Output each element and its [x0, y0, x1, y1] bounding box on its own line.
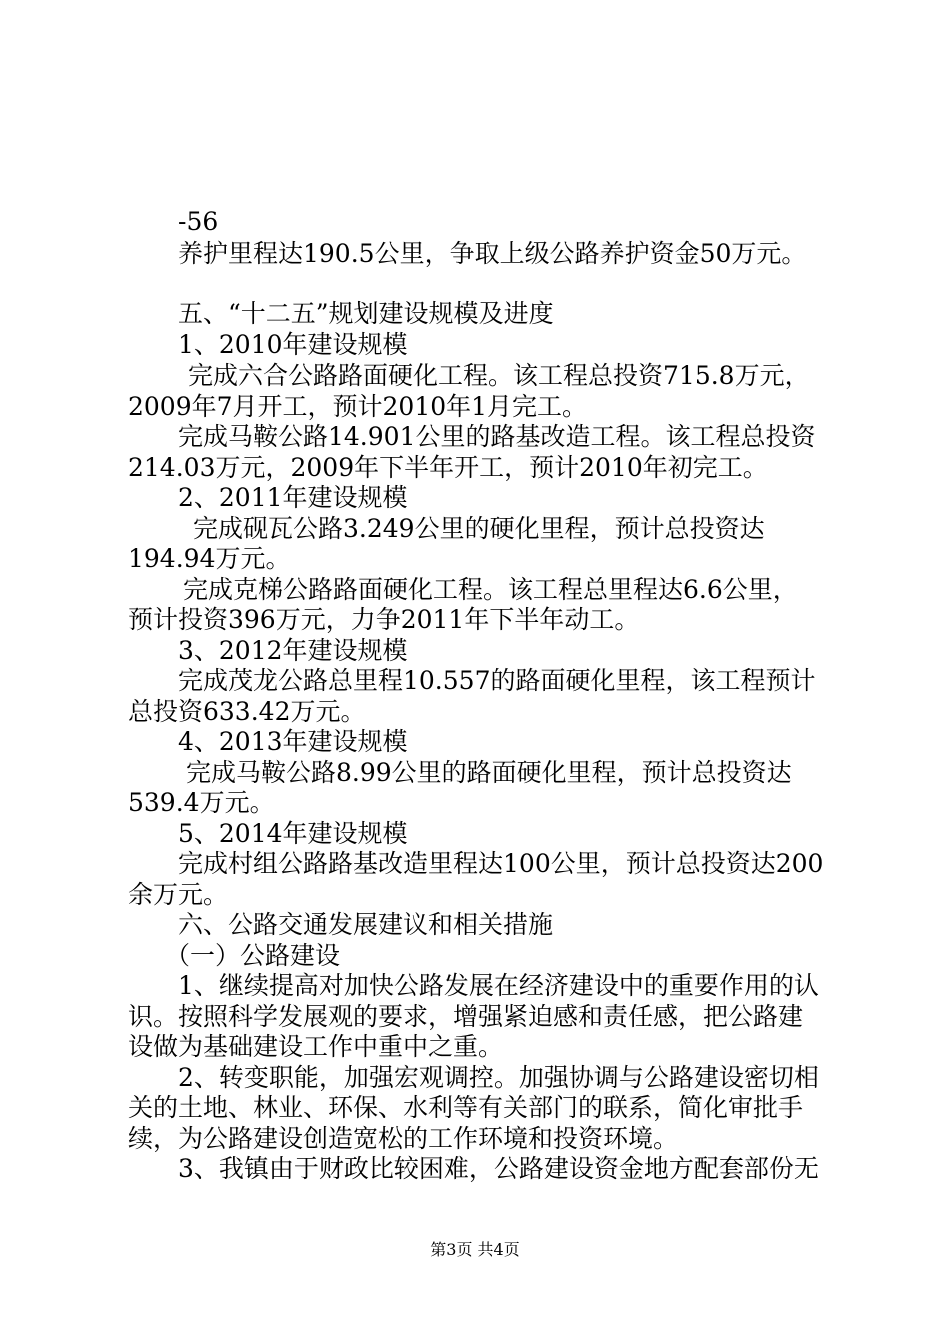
- subsection-heading: 5、2014年建设规模: [178, 819, 408, 848]
- text-line: 完成砚瓦公路3.249公里的硬化里程，预计总投资达: [193, 514, 765, 543]
- text-line: 关的土地、林业、环保、水利等有关部门的联系，简化审批手: [128, 1093, 804, 1122]
- text-line: 续，为公路建设创造宽松的工作环境和投资环境。: [128, 1124, 679, 1153]
- text-line: 214.03万元，2009年下半年开工，预计2010年初完工。: [128, 453, 768, 482]
- subsection-heading: 2、2011年建设规模: [178, 483, 408, 512]
- subsection-heading: 3、2012年建设规模: [178, 636, 408, 665]
- text-line: 539.4万元。: [128, 788, 275, 817]
- text-line: 识。按照科学发展观的要求，增强紧迫感和责任感，把公路建: [128, 1002, 804, 1031]
- text-line: 完成克梯公路路面硬化工程。该工程总里程达6.6公里，: [183, 575, 798, 604]
- text-line: -56: [178, 207, 219, 236]
- text-line: 余万元。: [128, 880, 229, 909]
- text-line: 设做为基础建设工作中重中之重。: [128, 1032, 504, 1061]
- text-line: 完成茂龙公路总里程10.557的路面硬化里程，该工程预计: [178, 666, 816, 695]
- subsection-heading: （一）公路建设: [165, 941, 341, 970]
- text-line: 1、继续提高对加快公路发展在经济建设中的重要作用的认: [178, 971, 819, 1000]
- text-line: 养护里程达190.5公里，争取上级公路养护资金50万元。: [178, 239, 807, 268]
- text-line: 完成马鞍公路8.99公里的路面硬化里程，预计总投资达: [186, 758, 792, 787]
- page-number: 第3页 共4页: [430, 1240, 520, 1259]
- text-line: 3、我镇由于财政比较困难，公路建设资金地方配套部份无: [178, 1154, 819, 1183]
- section-heading: 五、“十二五”规划建设规模及进度: [178, 299, 554, 328]
- subsection-heading: 4、2013年建设规模: [178, 727, 408, 756]
- section-heading: 六、公路交通发展建议和相关措施: [178, 910, 554, 939]
- text-line: 194.94万元。: [128, 544, 291, 573]
- text-line: 完成村组公路路基改造里程达100公里，预计总投资达200: [178, 849, 824, 878]
- text-line: 预计投资396万元，力争2011年下半年动工。: [128, 605, 640, 634]
- page-footer: [0, 1240, 950, 1260]
- text-line: 2、转变职能，加强宏观调控。加强协调与公路建设密切相: [178, 1063, 819, 1092]
- text-line: 总投资633.42万元。: [128, 697, 366, 726]
- text-line: 2009年7月开工，预计2010年1月完工。: [128, 392, 588, 421]
- subsection-heading: 1、2010年建设规模: [178, 330, 408, 359]
- text-line: 完成六合公路路面硬化工程。该工程总投资715.8万元，: [188, 361, 810, 390]
- text-line: 完成马鞍公路14.901公里的路基改造工程。该工程总投资: [178, 422, 816, 451]
